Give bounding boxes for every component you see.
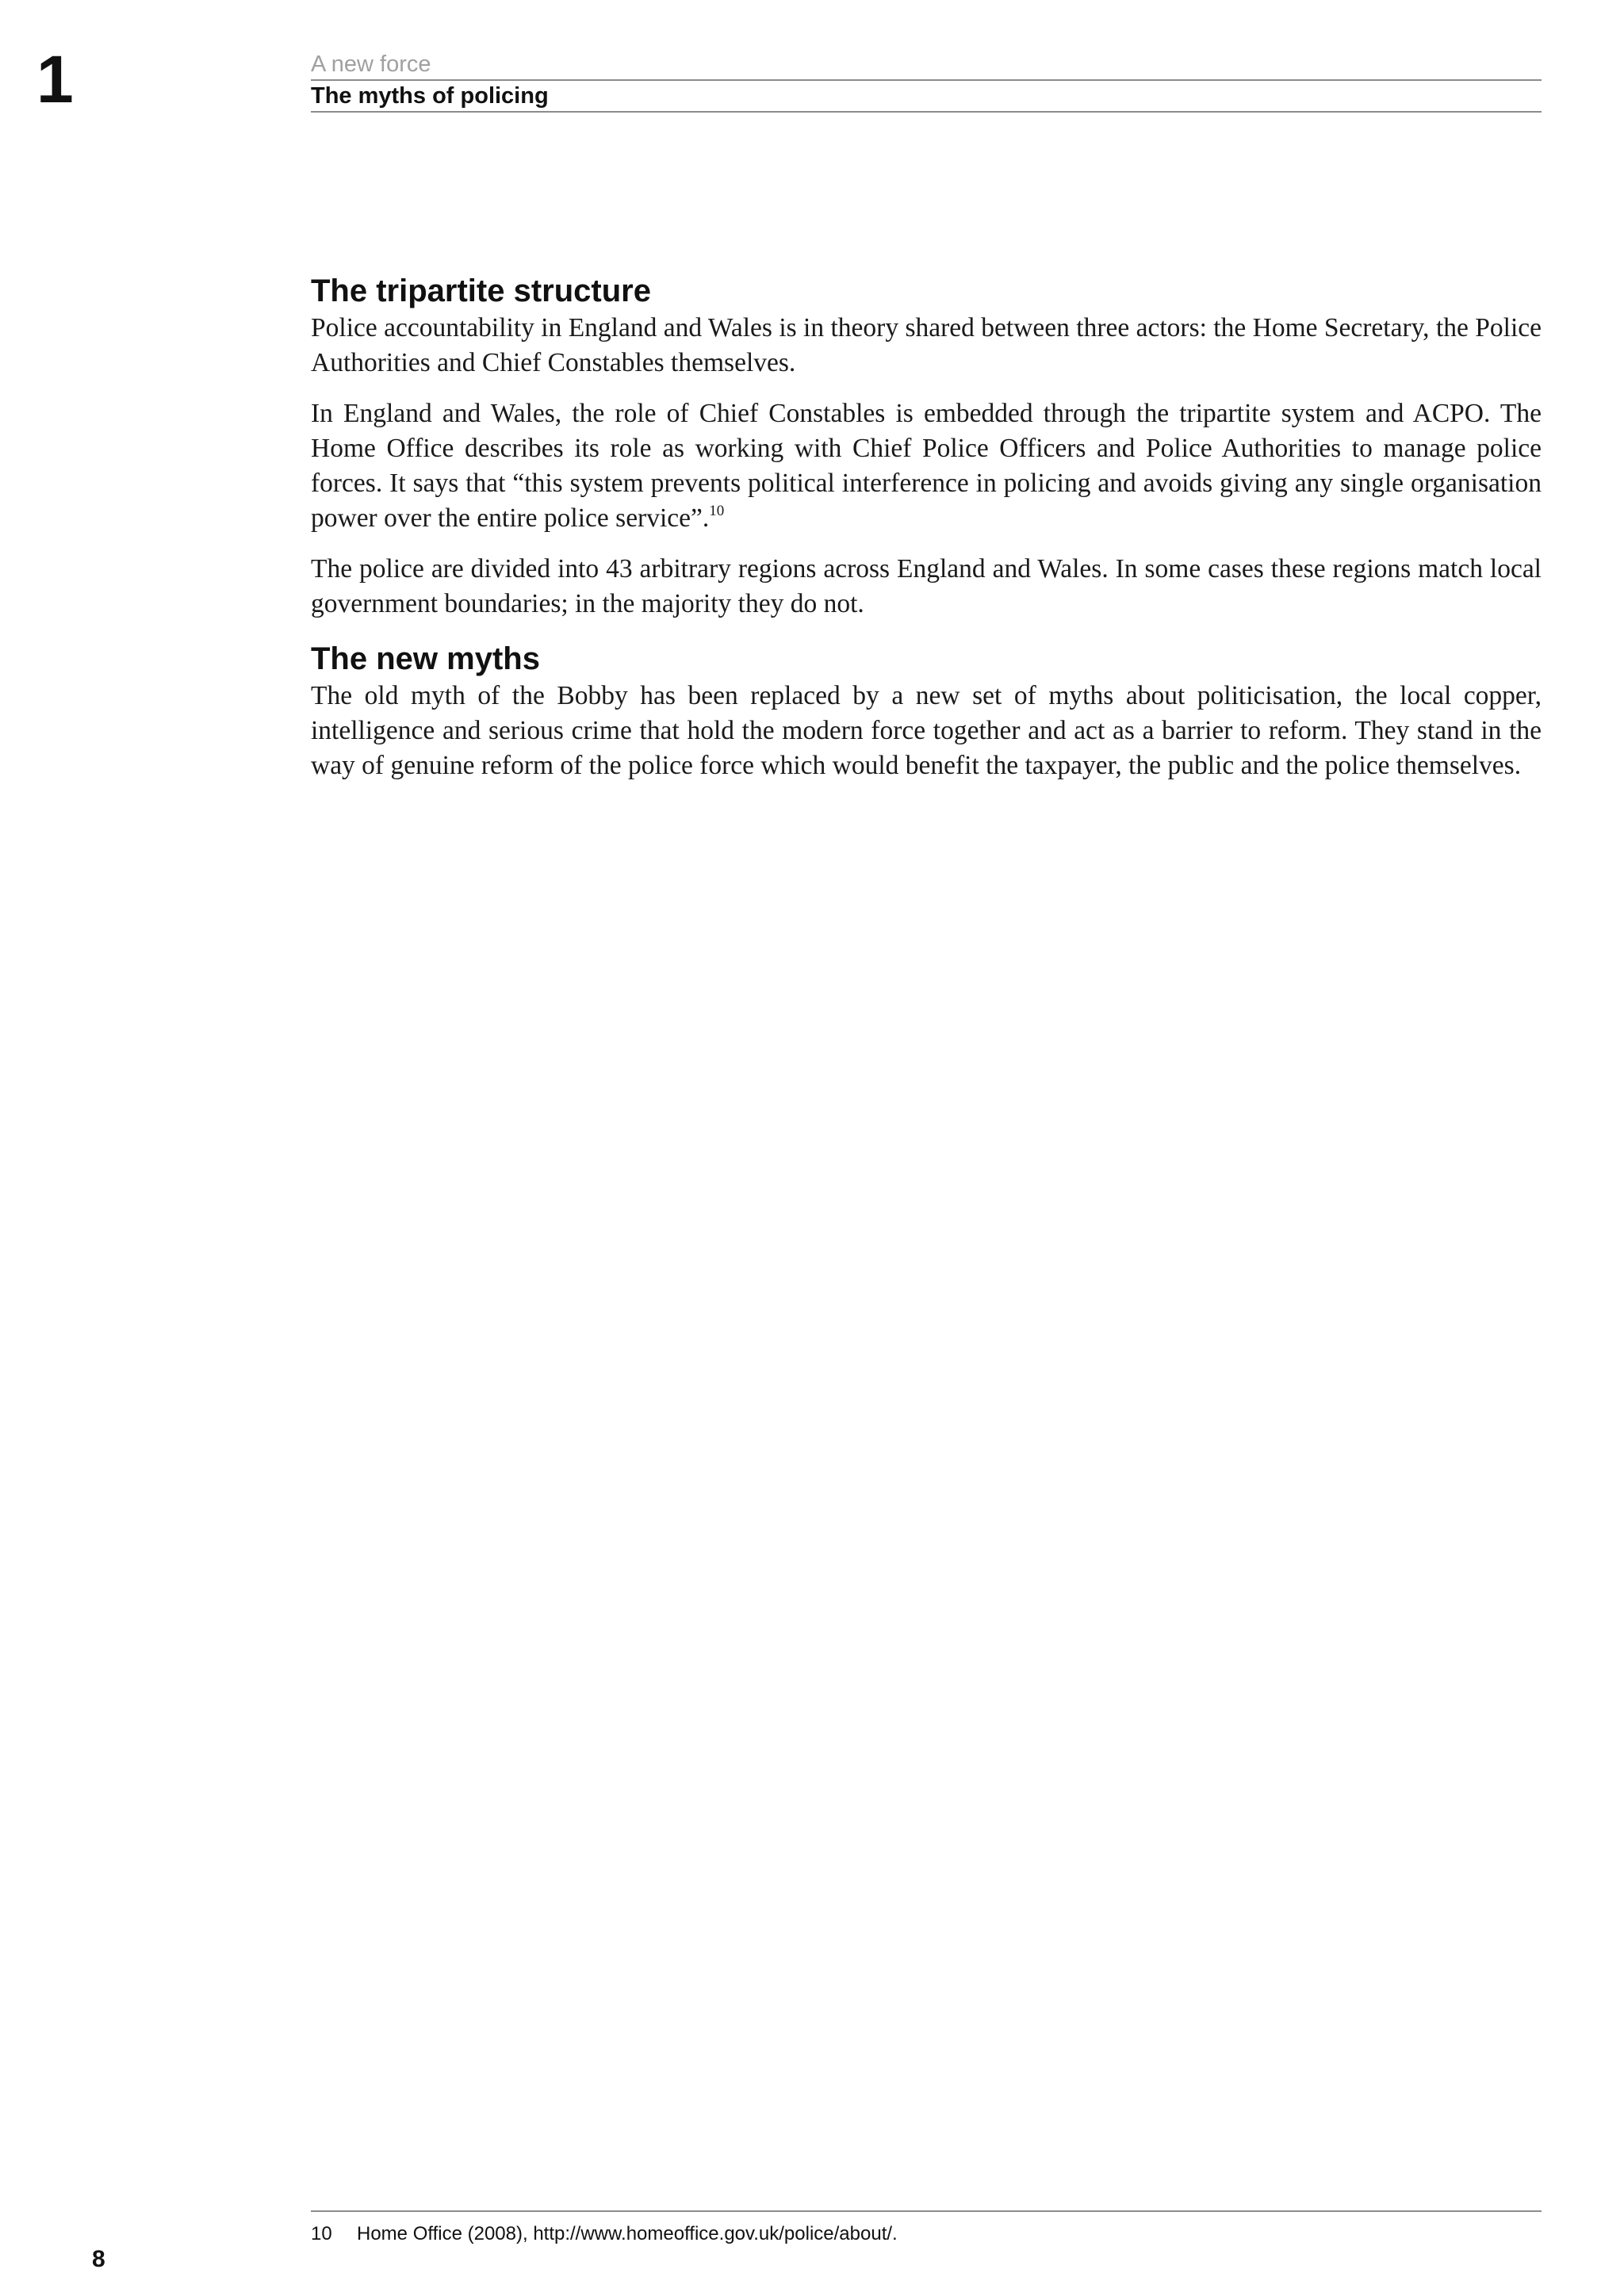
footnote-text: Home Office (2008), http://www.homeoffice.gov.uk/police/about/. <box>357 2223 898 2244</box>
footnote-reference[interactable]: 10 <box>709 503 725 519</box>
paragraph-with-footnote <box>311 396 1542 536</box>
running-head-section: A new force <box>311 49 1542 81</box>
paragraph-text: In England and Wales, the role of Chief Constables is embedded through the tripartite system and ACPO. The Home Office describes its role as working with Chief Police Officers and Police Authorities to manage police forces. It says that “this system prevents political interference in policing and avoids giving any single organisation power over the entire police service”. <box>311 399 1542 533</box>
paragraph: The police are divided into 43 arbitrary regions across England and Wales. In some cases these regions match local government boundaries; in the majority they do not. <box>311 554 1542 618</box>
chapter-number: 1 <box>36 42 74 117</box>
running-head-chapter: The myths of policing <box>311 81 1542 113</box>
section-heading-tripartite: The tripartite structure <box>311 274 651 308</box>
paragraph: Police accountability in England and Wales is in theory shared between three actors: the Home Secretary, the Police Authorities and Chief Constables themselves. <box>311 313 1542 377</box>
main-content <box>311 271 1542 799</box>
page-number: 8 <box>92 2246 105 2272</box>
footnote-number: 10 <box>311 2223 332 2244</box>
footnotes <box>311 2210 1542 2247</box>
section-heading-new-myths: The new myths <box>311 641 540 676</box>
paragraph: The old myth of the Bobby has been replaced by a new set of myths about politicisation, the local copper, intelligence and serious crime that hold the modern force together and act as a barrier to reform. They stand in the way of genuine reform of the police force which would benefit the taxpayer, the public and the police themselves. <box>311 681 1542 780</box>
footnote <box>311 2221 1542 2247</box>
running-head <box>311 49 1542 113</box>
